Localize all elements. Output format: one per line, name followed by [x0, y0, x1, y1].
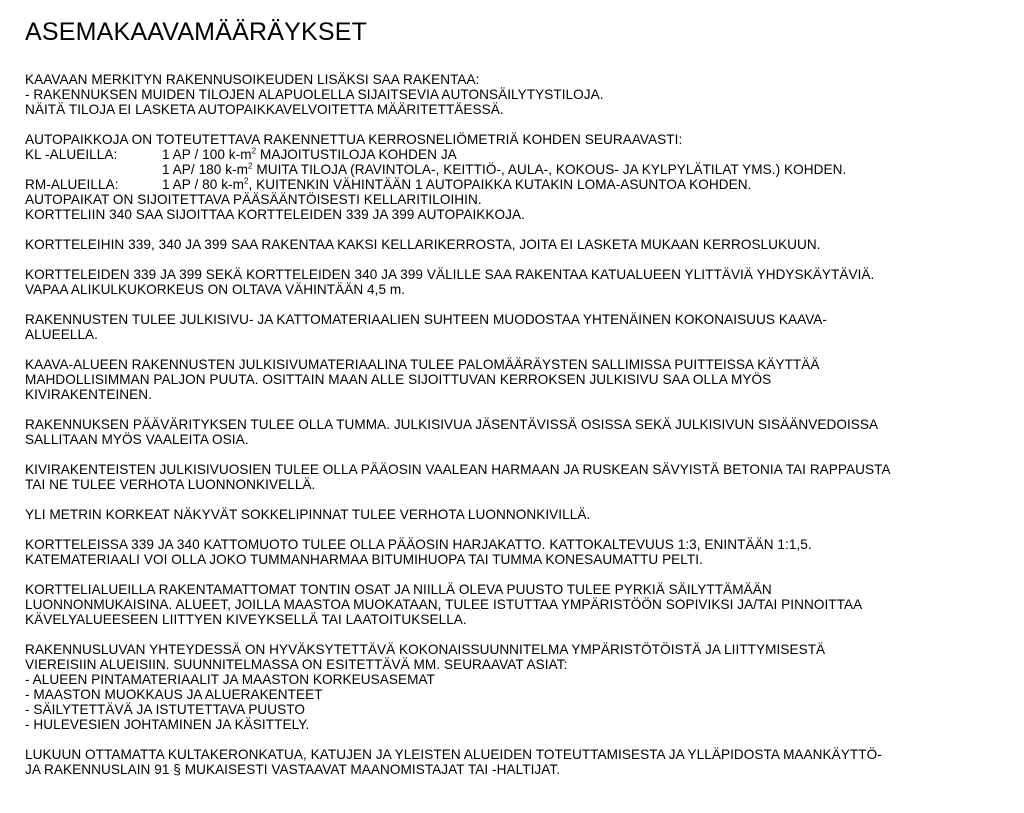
- text-line: VAPAA ALIKULKUKORKEUS ON OLTAVA VÄHINTÄÄN 4,5 m.: [25, 282, 406, 297]
- text-line: LUKUUN OTTAMATTA KULTAKERONKATUA, KATUJEN JA YLEISTEN ALUEIDEN TOTEUTTAMISESTA JA YLLÄPIDOSTA MAANKÄYTTÖ-: [25, 747, 882, 762]
- paragraph-landscape: [25, 582, 1015, 627]
- text-line: KÄVELYALUEESEEN LIITTYEN KIVEYKSELLÄ TAI LAATOITUKSELLA.: [25, 612, 467, 627]
- parking-row-kl-1: [25, 147, 1015, 162]
- text-line: KATEMATERIAALI VOI OLLA JOKO TUMMANHARMAA BITUMIHUOPA TAI TUMMA KONESAUMATTU PELTI.: [25, 552, 703, 567]
- parking-row-kl-2: [25, 162, 1015, 177]
- list-item: - HULEVESIEN JOHTAMINEN JA KÄSITTELY.: [25, 717, 310, 732]
- text-line: VIEREISIIN ALUEISIIN. SUUNNITELMASSA ON ESITETTÄVÄ MM. SEURAAVAT ASIAT:: [25, 657, 568, 672]
- text-line: RAKENNUSLUVAN YHTEYDESSÄ ON HYVÄKSYTETTÄVÄ KOKONAISSUUNNITELMA YMPÄRISTÖTÖISTÄ JA LIITTYMISESTÄ: [25, 642, 826, 657]
- paragraph-stone-facades: [25, 462, 1015, 492]
- paragraph-plinth: [25, 507, 1015, 522]
- paragraph-facade-material: [25, 357, 1015, 402]
- regulations-body: [25, 72, 1015, 792]
- paragraph-colour: [25, 417, 1015, 447]
- text-line: - RAKENNUKSEN MUIDEN TILOJEN ALAPUOLELLA SIJAITSEVIA AUTONSÄILYTYSTILOJA.: [25, 87, 604, 102]
- text-line: TAI NE TULEE VERHOTA LUONNONKIVELLÄ.: [25, 477, 316, 492]
- text-line: LUONNONMUKAISINA. ALUEET, JOILLA MAASTOA MUOKATAAN, TULEE ISTUTTAA YMPÄRISTÖÖN SOPIVIKSI JA/TAI PINNOITTAA: [25, 597, 863, 612]
- paragraph-site-plan: [25, 642, 1015, 732]
- text-line: KORTTELIALUEILLA RAKENTAMATTOMAT TONTIN OSAT JA NIILLÄ OLEVA PUUSTO TULEE PYRKIÄ SÄILYTTÄMÄÄN: [25, 582, 772, 597]
- text-line: KIVIRAKENTEINEN.: [25, 387, 152, 402]
- paragraph-parking: [25, 132, 1015, 222]
- text-line: RAKENNUSTEN TULEE JULKISIVU- JA KATTOMATERIAALIEN SUHTEEN MUODOSTAA YHTENÄINEN KOKONAISUUS KAAVA-: [25, 312, 828, 327]
- parking-row-rm: [25, 177, 1015, 192]
- list-item: - SÄILYTETTÄVÄ JA ISTUTETTAVA PUUSTO: [25, 702, 306, 717]
- text-line: KORTTELEIDEN 339 JA 399 SEKÄ KORTTELEIDEN 340 JA 399 VÄLILLE SAA RAKENTAA KATUALUEEN YLITTÄVIÄ YHDYSKÄYTÄVIÄ.: [25, 267, 875, 282]
- paragraph-facade-unity: [25, 312, 1015, 342]
- text-line: KAAVAAN MERKITYN RAKENNUSOIKEUDEN LISÄKSI SAA RAKENTAA:: [25, 72, 480, 87]
- text-line: JA RAKENNUSLAIN 91 § MUKAISESTI VASTAAVAT MAANOMISTAJAT TAI -HALTIJAT.: [25, 762, 561, 777]
- text-line: RAKENNUKSEN PÄÄVÄRITYKSEN TULEE OLLA TUMMA. JULKISIVUA JÄSENTÄVISSÄ OSISSA SEKÄ JULKISIVUN SISÄÄNVEDOISSA: [25, 417, 879, 432]
- list-item: - ALUEEN PINTAMATERIAALIT JA MAASTON KORKEUSASEMAT: [25, 672, 435, 687]
- text-line: YLI METRIN KORKEAT NÄKYVÄT SOKKELIPINNAT TULEE VERHOTA LUONNONKIVILLÄ.: [25, 507, 591, 522]
- page-title: ASEMAKAAVAMÄÄRÄYKSET: [25, 18, 368, 46]
- parking-rule: 1 AP / 100 $k-m^2$ MAJOITUSTILOJA KOHDEN JA: [162, 146, 457, 162]
- text-line: AUTOPAIKKOJA ON TOTEUTETTAVA RAKENNETTUA KERROSNELIÖMETRIÄ KOHDEN SEURAAVASTI:: [25, 132, 683, 147]
- text-line: NÄITÄ TILOJA EI LASKETA AUTOPAIKKAVELVOITETTA MÄÄRITETTÄESSÄ.: [25, 102, 504, 117]
- text-line: ALUEELLA.: [25, 327, 98, 342]
- list-item: - MAASTON MUOKKAUS JA ALUERAKENTEET: [25, 687, 323, 702]
- paragraph-basement: [25, 237, 1015, 252]
- text-line: KORTTELEISSA 339 JA 340 KATTOMUOTO TULEE OLLA PÄÄOSIN HARJAKATTO. KATTOKALTEVUUS 1:3, ENINTÄÄN 1:1,5.: [25, 537, 812, 552]
- paragraph-maintenance: [25, 747, 1015, 777]
- parking-rule: 1 AP/ 180 $k-m^2$ MUITA TILOJA (RAVINTOLA-, KEITTIÖ-, AULA-, KOKOUS- JA KYLPYLÄTILAT YMS.) KOHDEN.: [162, 161, 847, 177]
- text-line: KIVIRAKENTEISTEN JULKISIVUOSIEN TULEE OLLA PÄÄOSIN VAALEAN HARMAAN JA RUSKEAN SÄVYISTÄ BETONIA TAI RAPPAUSTA: [25, 462, 891, 477]
- text-line: SALLITAAN MYÖS VAALEITA OSIA.: [25, 432, 249, 447]
- text-line: KORTTELIIN 340 SAA SIJOITTAA KORTTELEIDEN 339 JA 399 AUTOPAIKKOJA.: [25, 207, 525, 222]
- text-line: AUTOPAIKAT ON SIJOITETTAVA PÄÄSÄÄNTÖISESTI KELLARITILOIHIN.: [25, 192, 482, 207]
- paragraph-skywalks: [25, 267, 1015, 297]
- paragraph-roof: [25, 537, 1015, 567]
- text-line: KORTTELEIHIN 339, 340 JA 399 SAA RAKENTAA KAKSI KELLARIKERROSTA, JOITA EI LASKETA MUKAAN KERROSLUKUUN.: [25, 237, 821, 252]
- text-line: KAAVA-ALUEEN RAKENNUSTEN JULKISIVUMATERIAALINA TULEE PALOMÄÄRÄYSTEN SALLIMISSA PUITTEISSA KÄYTTÄÄ: [25, 357, 820, 372]
- area-label-kl: KL -ALUEILLA:: [25, 147, 118, 162]
- paragraph-building-rights: [25, 72, 1015, 117]
- area-label-rm: RM-ALUEILLA:: [25, 177, 119, 192]
- text-line: MAHDOLLISIMMAN PALJON PUUTA. OSITTAIN MAAN ALLE SIJOITTUVAN KERROKSEN JULKISIVU SAA OLLA MYÖS: [25, 372, 772, 387]
- parking-rule: 1 AP / 80 $k-m^2$, KUITENKIN VÄHINTÄÄN 1 AUTOPAIKKA KUTAKIN LOMA-ASUNTOA KOHDEN.: [162, 176, 752, 192]
